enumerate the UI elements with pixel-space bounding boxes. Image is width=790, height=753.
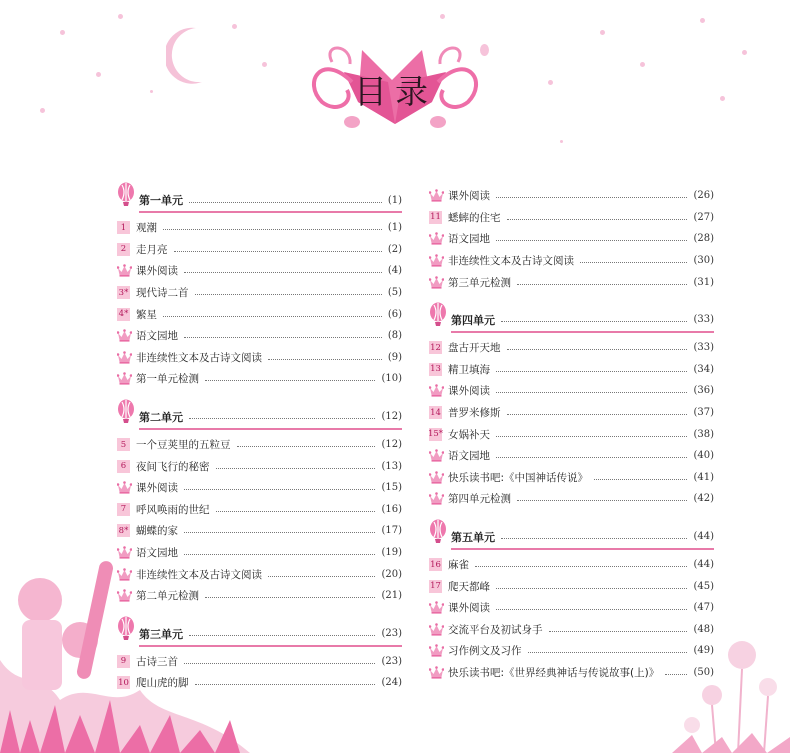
toc-section-entry[interactable] <box>117 347 402 369</box>
toc-page-number: (49) <box>693 645 714 657</box>
toc-page-number: (5) <box>387 287 402 299</box>
lesson-number-badge: 14 <box>430 407 441 418</box>
toc-unit-heading[interactable] <box>429 307 714 333</box>
crown-icon <box>429 254 444 267</box>
toc-page-number: (12) <box>381 411 402 423</box>
crown-icon <box>117 329 132 342</box>
toc-page-number: (15) <box>381 482 402 494</box>
crown-icon <box>117 351 132 364</box>
toc-unit-heading[interactable] <box>117 621 402 647</box>
toc-entry-title: 语文园地 <box>136 330 178 343</box>
toc-page-number: (4) <box>387 265 402 277</box>
toc-entry-title: 第五单元 <box>451 530 495 544</box>
toc-entry-title: 非连续性文本及古诗文阅读 <box>136 351 262 364</box>
toc-lesson-entry[interactable] <box>117 672 402 694</box>
dot-leader <box>517 500 687 501</box>
dot-leader <box>189 202 382 203</box>
dot-leader <box>184 532 375 533</box>
toc-entry-title: 精卫填海 <box>448 363 490 376</box>
toc-lesson-entry[interactable] <box>117 303 402 325</box>
dot-leader <box>475 566 687 567</box>
toc-entry-title: 交流平台及初试身手 <box>448 623 543 636</box>
toc-entry-title: 观潮 <box>136 222 157 235</box>
toc-lesson-entry[interactable] <box>117 282 402 304</box>
lesson-number-badge: 11 <box>430 212 441 223</box>
toc-unit-heading[interactable] <box>117 187 402 213</box>
dot-leader <box>496 240 687 241</box>
toc-column-left <box>117 185 402 694</box>
toc-entry-title: 语文园地 <box>136 547 178 560</box>
dot-leader <box>184 337 382 338</box>
toc-entry-title: 女娲补天 <box>448 428 490 441</box>
lesson-number-badge: 15* <box>427 429 444 440</box>
toc-entry-title: 课外阅读 <box>136 482 178 495</box>
toc-entry-title: 现代诗二首 <box>136 287 189 300</box>
lesson-number-badge: 16 <box>430 559 441 570</box>
toc-lesson-entry[interactable] <box>117 239 402 261</box>
page-title: 目录 <box>354 72 436 111</box>
crown-icon <box>429 384 444 397</box>
dot-leader <box>507 219 688 220</box>
toc-lesson-entry[interactable] <box>117 499 402 521</box>
toc-page-number: (16) <box>381 503 402 515</box>
toc-entry-title: 繁星 <box>136 308 157 321</box>
balloon-icon <box>117 616 135 644</box>
crown-icon <box>117 568 132 581</box>
toc-section-entry[interactable] <box>429 185 714 207</box>
toc-entry-title: 蝴蝶的家 <box>136 525 178 538</box>
toc-entry-title: 习作例文及习作 <box>448 645 522 658</box>
toc-page-number: (48) <box>693 623 714 635</box>
toc-entry-title: 快乐读书吧:《中国神话传说》 <box>448 471 589 484</box>
dot-leader <box>184 554 375 555</box>
dot-leader <box>496 609 687 610</box>
toc-page-number: (20) <box>381 568 402 580</box>
toc-page-number: (31) <box>693 276 714 288</box>
dot-leader <box>163 316 382 317</box>
balloon-icon <box>117 182 135 210</box>
toc-entry-title: 快乐读书吧:《世界经典神话与传说故事(上)》 <box>448 666 660 679</box>
dot-leader <box>501 321 687 322</box>
toc-entry-title: 课外阅读 <box>136 265 178 278</box>
toc-section-entry[interactable] <box>429 640 714 662</box>
toc-entry-title: 一个豆荚里的五粒豆 <box>136 439 231 452</box>
toc-section-entry[interactable] <box>429 445 714 467</box>
toc-page-number: (1) <box>387 222 402 234</box>
toc-entry-title: 第二单元 <box>139 410 183 424</box>
dot-leader <box>189 635 375 636</box>
dot-leader <box>174 251 382 252</box>
toc-section-entry[interactable] <box>429 619 714 641</box>
toc-page-number: (23) <box>381 628 402 639</box>
toc-page-number: (8) <box>387 330 402 342</box>
toc-page-number: (17) <box>381 525 402 537</box>
toc-entry-title: 古诗三首 <box>136 655 178 668</box>
dot-leader <box>268 359 382 360</box>
toc-page-number: (37) <box>693 407 714 419</box>
toc-entry-title: 课外阅读 <box>448 602 490 615</box>
dot-leader <box>216 468 376 469</box>
lesson-number-badge: 1 <box>117 221 130 234</box>
toc-entry-title: 走月亮 <box>136 243 168 256</box>
toc-entry-title: 第三单元 <box>139 627 183 641</box>
crown-icon <box>429 449 444 462</box>
toc-entry-title: 呼风唤雨的世纪 <box>136 503 210 516</box>
toc-entry-title: 非连续性文本及古诗文阅读 <box>136 568 262 581</box>
lesson-number-badge: 6 <box>117 460 130 473</box>
toc-section-entry[interactable] <box>429 467 714 489</box>
lesson-number-badge: 7 <box>117 503 130 516</box>
dot-leader <box>496 371 687 372</box>
toc-section-entry[interactable] <box>429 271 714 293</box>
toc-entry-title: 第四单元检测 <box>448 493 511 506</box>
toc-unit-heading[interactable] <box>429 524 714 550</box>
toc-page-number: (9) <box>387 351 402 363</box>
toc-page-number: (12) <box>381 439 402 451</box>
toc-page-number: (27) <box>693 211 714 223</box>
toc-section-entry[interactable] <box>117 260 402 282</box>
toc-entry-title: 麻雀 <box>448 559 469 572</box>
toc-page-number: (47) <box>693 602 714 614</box>
lesson-number-badge: 9 <box>117 655 130 668</box>
dot-leader <box>216 511 376 512</box>
toc-entry-title: 第二单元检测 <box>136 590 199 603</box>
toc-entry-title: 语文园地 <box>448 233 490 246</box>
balloon-icon <box>429 519 447 547</box>
crescent-moon-icon <box>166 26 206 86</box>
dot-leader <box>195 294 382 295</box>
crown-icon <box>429 601 444 614</box>
dot-leader <box>205 597 375 598</box>
toc-entry-title: 第三单元检测 <box>448 276 511 289</box>
lesson-number-badge: 8* <box>118 525 129 536</box>
lesson-number-badge: 10 <box>118 677 129 688</box>
dot-leader <box>501 538 687 539</box>
toc-unit-heading[interactable] <box>117 404 402 430</box>
toc-page-number: (40) <box>693 450 714 462</box>
toc-lesson-entry[interactable] <box>429 554 714 576</box>
dot-leader <box>580 262 687 263</box>
dot-leader <box>517 284 687 285</box>
dot-leader <box>237 446 376 447</box>
toc-page-number: (6) <box>387 308 402 320</box>
toc-page-number: (44) <box>693 559 714 571</box>
toc-entry-title: 夜间飞行的秘密 <box>136 460 210 473</box>
toc-lesson-entry[interactable] <box>429 423 714 445</box>
toc-page-number: (36) <box>693 385 714 397</box>
crown-icon <box>429 276 444 289</box>
lesson-number-badge: 5 <box>117 438 130 451</box>
dot-leader <box>195 684 376 685</box>
toc-page-number: (30) <box>693 255 714 267</box>
toc-section-entry[interactable] <box>117 585 402 607</box>
balloon-icon <box>429 302 447 330</box>
crown-icon <box>117 264 132 277</box>
toc-page-number: (42) <box>693 493 714 505</box>
toc-section-entry[interactable] <box>429 662 714 684</box>
balloon-icon <box>117 399 135 427</box>
toc-entry-title: 第一单元检测 <box>136 373 199 386</box>
dot-leader <box>549 631 688 632</box>
lesson-number-badge: 4* <box>118 309 129 320</box>
toc-page-number: (21) <box>381 590 402 602</box>
toc-page-number: (2) <box>387 243 402 255</box>
lesson-number-badge: 3* <box>118 287 129 298</box>
toc-section-entry[interactable] <box>429 250 714 272</box>
toc-page-number: (10) <box>381 373 402 385</box>
toc-page-number: (24) <box>381 677 402 689</box>
toc-section-entry[interactable] <box>117 563 402 585</box>
toc-page-number: (50) <box>693 666 714 678</box>
dot-leader <box>184 489 375 490</box>
toc-column-right <box>429 185 714 683</box>
dot-leader <box>496 457 687 458</box>
crown-icon <box>429 644 444 657</box>
crown-icon <box>117 546 132 559</box>
toc-page-number: (13) <box>381 460 402 472</box>
toc-page-number: (44) <box>693 531 714 543</box>
lesson-number-badge: 13 <box>430 364 441 375</box>
toc-entry-title: 爬天都峰 <box>448 580 490 593</box>
dot-leader <box>184 663 375 664</box>
toc-section-entry[interactable] <box>429 228 714 250</box>
toc-entry-title: 语文园地 <box>448 450 490 463</box>
toc-page-number: (28) <box>693 233 714 245</box>
toc-entry-title: 课外阅读 <box>448 190 490 203</box>
toc-section-entry[interactable] <box>117 368 402 390</box>
toc-lesson-entry[interactable] <box>117 217 402 239</box>
crown-icon <box>429 232 444 245</box>
toc-section-entry[interactable] <box>117 477 402 499</box>
toc-lesson-entry[interactable] <box>429 359 714 381</box>
toc-entry-title: 普罗米修斯 <box>448 407 501 420</box>
toc-entry-title: 爬山虎的脚 <box>136 677 189 690</box>
toc-entry-title: 第一单元 <box>139 194 183 207</box>
toc-page-number: (33) <box>693 314 714 326</box>
lesson-number-badge: 17 <box>430 581 441 592</box>
dot-leader <box>163 229 382 230</box>
toc-section-entry[interactable] <box>429 488 714 510</box>
crown-icon <box>429 492 444 505</box>
crown-icon <box>117 481 132 494</box>
toc-section-entry[interactable] <box>117 542 402 564</box>
lesson-number-badge: 12 <box>430 342 441 353</box>
toc-lesson-entry[interactable] <box>117 455 402 477</box>
toc-page-number: (26) <box>693 190 714 202</box>
crown-icon <box>429 189 444 202</box>
toc-page-number: (1) <box>387 194 402 206</box>
toc-page-number: (19) <box>381 547 402 559</box>
toc-section-entry[interactable] <box>429 380 714 402</box>
dot-leader <box>496 588 687 589</box>
crown-icon <box>429 623 444 636</box>
toc-entry-title: 第四单元 <box>451 313 495 327</box>
toc-page-number: (41) <box>693 471 714 483</box>
dot-leader <box>496 392 687 393</box>
toc-page-number: (45) <box>693 580 714 592</box>
dot-leader <box>205 380 375 381</box>
toc-entry-title: 蟋蟀的住宅 <box>448 211 501 224</box>
dot-leader <box>507 414 688 415</box>
dot-leader <box>496 436 687 437</box>
dot-leader <box>507 349 688 350</box>
dot-leader <box>189 418 375 419</box>
toc-lesson-entry[interactable] <box>429 575 714 597</box>
toc-entry-title: 非连续性文本及古诗文阅读 <box>448 255 574 268</box>
toc-lesson-entry[interactable] <box>429 402 714 424</box>
toc-lesson-entry[interactable] <box>117 651 402 673</box>
toc-page-number: (33) <box>693 342 714 354</box>
toc-lesson-entry[interactable] <box>117 434 402 456</box>
dot-leader <box>268 576 375 577</box>
dot-leader <box>496 197 687 198</box>
toc-page-number: (34) <box>693 363 714 375</box>
toc-section-entry[interactable] <box>117 325 402 347</box>
dot-leader <box>594 479 687 480</box>
toc-page-number: (38) <box>693 428 714 440</box>
crown-icon <box>117 372 132 385</box>
dot-leader <box>184 272 382 273</box>
crown-icon <box>117 589 132 602</box>
toc-lesson-entry[interactable] <box>117 520 402 542</box>
toc-section-entry[interactable] <box>429 597 714 619</box>
toc-lesson-entry[interactable] <box>429 207 714 229</box>
toc-entry-title: 课外阅读 <box>448 385 490 398</box>
crown-icon <box>429 666 444 679</box>
toc-page-number: (23) <box>381 655 402 667</box>
crown-icon <box>429 471 444 484</box>
dot-leader <box>665 674 687 675</box>
lesson-number-badge: 2 <box>117 243 130 256</box>
toc-entry-title: 盘古开天地 <box>448 342 501 355</box>
dot-leader <box>528 652 688 653</box>
toc-lesson-entry[interactable] <box>429 337 714 359</box>
